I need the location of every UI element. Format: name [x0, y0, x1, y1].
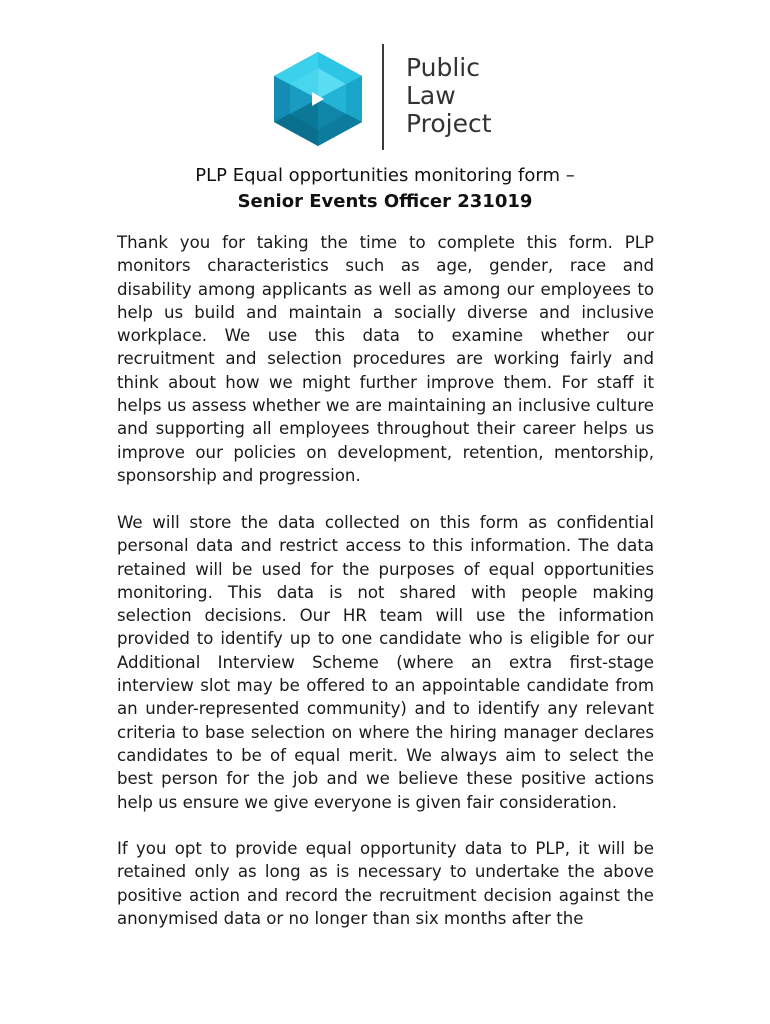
- intro-paragraph: Thank you for taking the time to complete this form. PLP monitors characteristics such as age, gender, race and disability among applicants as well as among our employees to help us build and maintain a socially diverse and inclusive workplace. We use this data to examine whether our recruitment and selection procedures are working fairly and think about how we might further improve them. For staff it helps us assess whether we are maintaining an inclusive culture and supporting all employees throughout their career helps us improve our policies on development, retention, mentorship, sponsorship and progression.: [117, 233, 654, 485]
- logo-line-3: Project: [406, 109, 492, 138]
- form-title: PLP Equal opportunities monitoring form –: [195, 165, 575, 186]
- hexagon-logo-icon: [272, 50, 364, 148]
- plp-logo: [270, 44, 510, 152]
- logo-line-2: Law: [406, 81, 456, 110]
- retention-paragraph: If you opt to provide equal opportunity data to PLP, it will be retained only as long as is necessary to undertake the above positive action and record the recruitment decision against the anonymised data or no longer than six months after the: [117, 839, 654, 928]
- logo-wordmark: [406, 54, 492, 138]
- logo-divider: [382, 44, 384, 150]
- logo-line-1: Public: [406, 53, 480, 82]
- job-title: Senior Events Officer 231019: [237, 191, 533, 212]
- data-storage-paragraph: We will store the data collected on this form as confidential personal data and restrict access to this information. The data retained will be used for the purposes of equal opportunities monitoring. This data is not shared with people making selection decisions. Our HR team will use the information provided to identify up to one candidate who is eligible for our Additional Interview Scheme (where an extra first-stage interview slot may be offered to an appointable candidate from an under-represented community) and to identify any relevant criteria to base selection on where the hiring manager declares candidates to be of equal merit. We always aim to select the best person for the job and we believe these positive actions help us ensure we give everyone is given fair consideration.: [117, 513, 654, 812]
